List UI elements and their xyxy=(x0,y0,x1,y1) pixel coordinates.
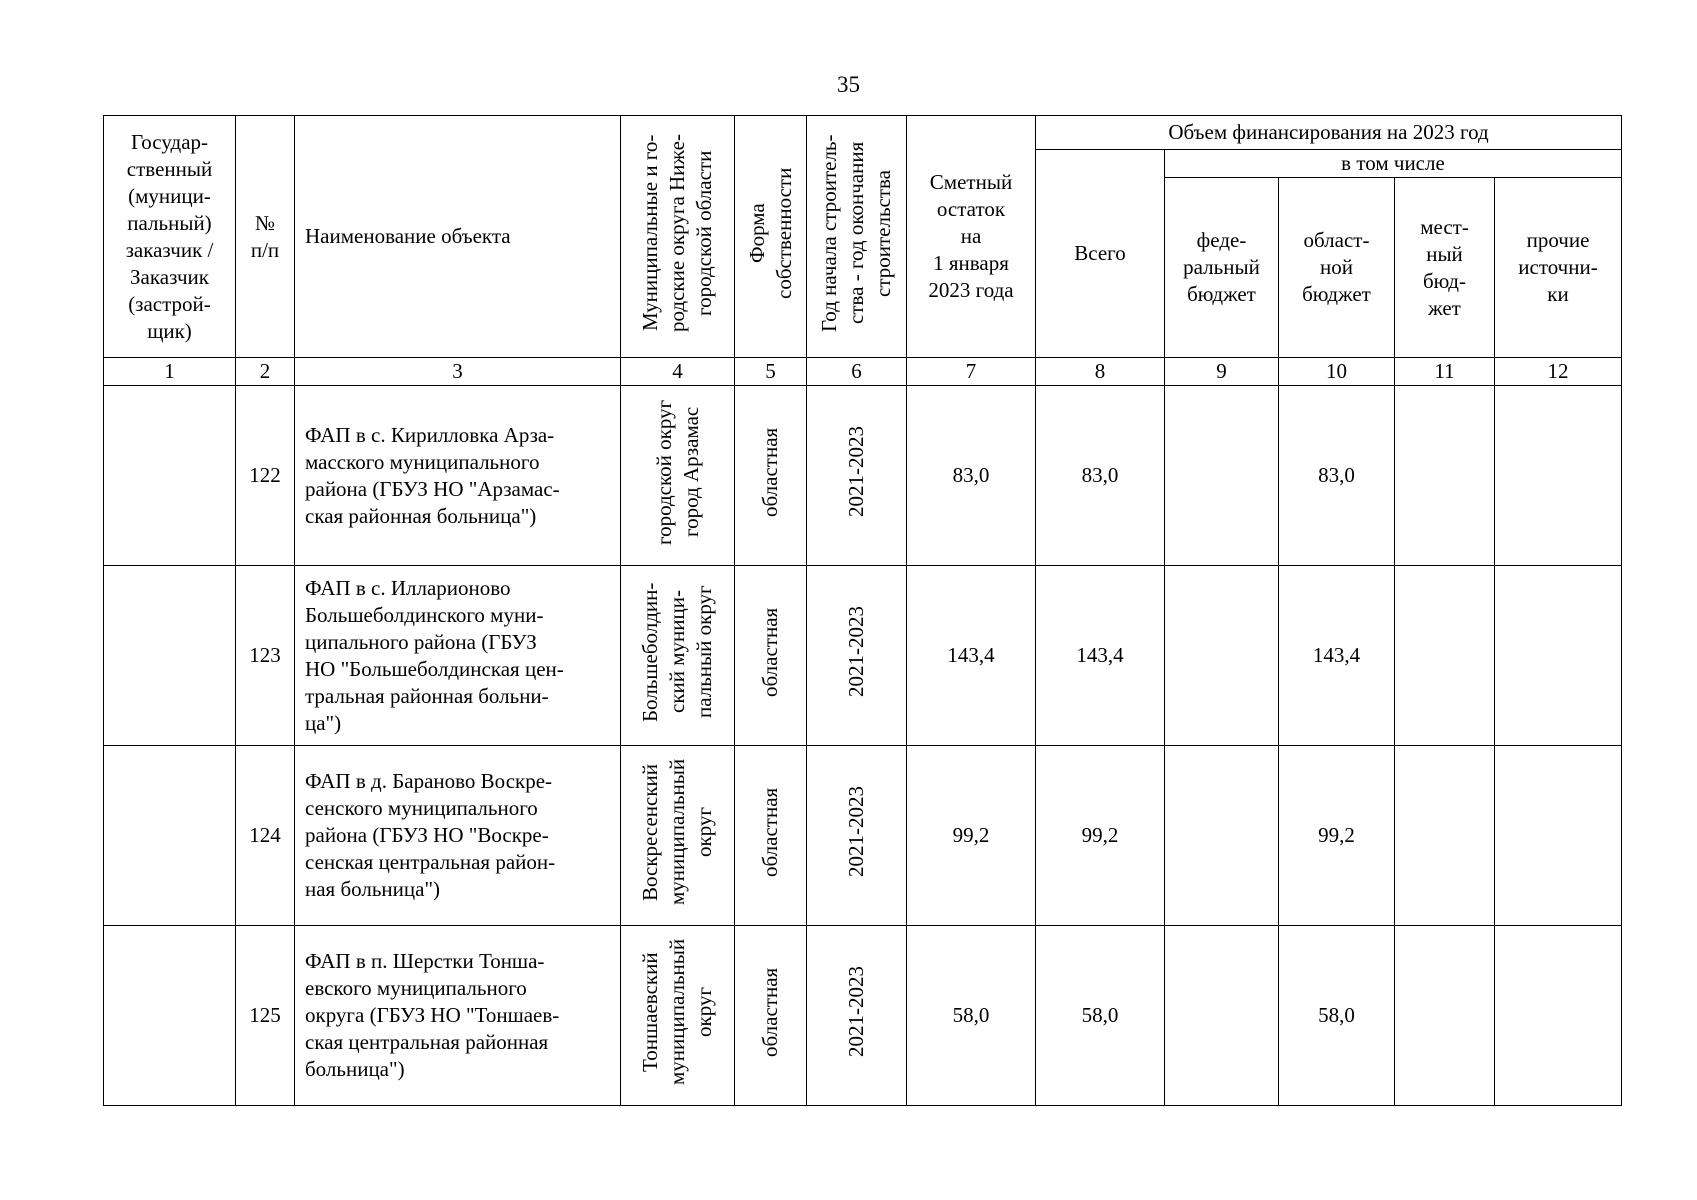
row-ownership xyxy=(735,386,807,566)
row-local xyxy=(1395,386,1495,566)
row-municipality xyxy=(621,926,735,1106)
header-other: прочие источни- ки xyxy=(1495,178,1622,358)
header-years xyxy=(807,116,907,358)
row-ownership-text: областная xyxy=(758,787,782,877)
header-ownership xyxy=(735,116,807,358)
row-object-name: ФАП в с. Илларионово Большеболдинского муни- ципального района (ГБУЗ НО "Большеболдинская цен- тральная районная больни- ца") xyxy=(295,566,621,746)
header-federal: феде- ральный бюджет xyxy=(1165,178,1279,358)
row-years xyxy=(807,746,907,926)
row-regional: 83,0 xyxy=(1279,386,1395,566)
table-row xyxy=(104,566,1622,746)
row-years xyxy=(807,926,907,1106)
header-estimate: Сметный остаток на 1 января 2023 года xyxy=(907,116,1036,358)
column-number: 9 xyxy=(1165,358,1279,386)
header-total: Всего xyxy=(1036,150,1165,358)
row-municipality xyxy=(621,566,735,746)
table-row xyxy=(104,926,1622,1106)
row-municipality xyxy=(621,386,735,566)
row-customer xyxy=(104,746,236,926)
row-municipality-text: городской округ город Арзамас xyxy=(651,399,703,545)
row-number: 123 xyxy=(236,566,295,746)
row-total: 83,0 xyxy=(1036,386,1165,566)
row-regional: 58,0 xyxy=(1279,926,1395,1106)
row-number: 125 xyxy=(236,926,295,1106)
row-ownership-text: областная xyxy=(758,427,782,517)
row-ownership-text: областная xyxy=(758,967,782,1057)
row-customer xyxy=(104,566,236,746)
financing-table xyxy=(103,115,1622,1106)
row-federal xyxy=(1165,566,1279,746)
header-row-1 xyxy=(104,116,1622,150)
row-federal xyxy=(1165,926,1279,1106)
column-number: 8 xyxy=(1036,358,1165,386)
header-local: мест- ный бюд- жет xyxy=(1395,178,1495,358)
header-funding: Объем финансирования на 2023 год xyxy=(1036,116,1622,150)
header-municipality xyxy=(621,116,735,358)
row-total: 143,4 xyxy=(1036,566,1165,746)
row-customer xyxy=(104,926,236,1106)
header-customer: Государ- ственный (муници- пальный) заказчик / Заказчик (застрой- щик) xyxy=(104,116,236,358)
row-estimate: 83,0 xyxy=(907,386,1036,566)
row-estimate: 143,4 xyxy=(907,566,1036,746)
row-years xyxy=(807,566,907,746)
column-number: 3 xyxy=(295,358,621,386)
column-number: 1 xyxy=(104,358,236,386)
row-municipality-text: Воскресенский муниципальный округ xyxy=(638,758,716,906)
column-number: 4 xyxy=(621,358,735,386)
header-object-name: Наименование объекта xyxy=(295,116,621,358)
row-object-name: ФАП в д. Бараново Воскре- сенского муниципального района (ГБУЗ НО "Воскре- сенская центральная район- ная больница") xyxy=(295,746,621,926)
header-including: в том числе xyxy=(1165,150,1622,178)
row-number: 124 xyxy=(236,746,295,926)
row-municipality xyxy=(621,746,735,926)
header-years-text: Год начала строитель- ства - год окончания строительства xyxy=(817,134,895,332)
column-number: 5 xyxy=(735,358,807,386)
column-number-row xyxy=(104,358,1622,386)
row-years-text: 2021-2023 xyxy=(844,786,868,878)
row-object-name: ФАП в п. Шерстки Тонша- евского муниципального округа (ГБУЗ НО "Тоншаев- ская центральная районная больница") xyxy=(295,926,621,1106)
row-number: 122 xyxy=(236,386,295,566)
row-estimate: 58,0 xyxy=(907,926,1036,1106)
row-municipality-text: Тоншаевский муниципальный округ xyxy=(638,938,716,1086)
row-regional: 99,2 xyxy=(1279,746,1395,926)
column-number: 2 xyxy=(236,358,295,386)
table-row xyxy=(104,386,1622,566)
column-number: 10 xyxy=(1279,358,1395,386)
row-years-text: 2021-2023 xyxy=(844,606,868,698)
row-local xyxy=(1395,746,1495,926)
row-other xyxy=(1495,926,1622,1106)
row-federal xyxy=(1165,386,1279,566)
row-years-text: 2021-2023 xyxy=(844,966,868,1058)
header-number: № п/п xyxy=(236,116,295,358)
row-other xyxy=(1495,746,1622,926)
header-ownership-text: Форма собственности xyxy=(744,167,796,299)
header-municipality-text: Муниципальные и го- родские округа Ниже- городской области xyxy=(638,134,716,332)
row-object-name: ФАП в с. Кирилловка Арза- масского муниципального района (ГБУЗ НО "Арзамас- ская районная больница") xyxy=(295,386,621,566)
table-row xyxy=(104,746,1622,926)
row-estimate: 99,2 xyxy=(907,746,1036,926)
row-other xyxy=(1495,386,1622,566)
page-number: 35 xyxy=(837,72,860,97)
row-total: 99,2 xyxy=(1036,746,1165,926)
row-ownership-text: областная xyxy=(758,607,782,697)
row-regional: 143,4 xyxy=(1279,566,1395,746)
header-regional: област- ной бюджет xyxy=(1279,178,1395,358)
row-customer xyxy=(104,386,236,566)
row-ownership xyxy=(735,566,807,746)
column-number: 12 xyxy=(1495,358,1622,386)
row-ownership xyxy=(735,926,807,1106)
row-local xyxy=(1395,926,1495,1106)
column-number: 11 xyxy=(1395,358,1495,386)
row-other xyxy=(1495,566,1622,746)
row-municipality-text: Большеболдин- ский муници- пальный округ xyxy=(638,582,716,722)
row-local xyxy=(1395,566,1495,746)
row-federal xyxy=(1165,746,1279,926)
row-years-text: 2021-2023 xyxy=(844,426,868,518)
column-number: 6 xyxy=(807,358,907,386)
column-number: 7 xyxy=(907,358,1036,386)
row-years xyxy=(807,386,907,566)
row-ownership xyxy=(735,746,807,926)
row-total: 58,0 xyxy=(1036,926,1165,1106)
